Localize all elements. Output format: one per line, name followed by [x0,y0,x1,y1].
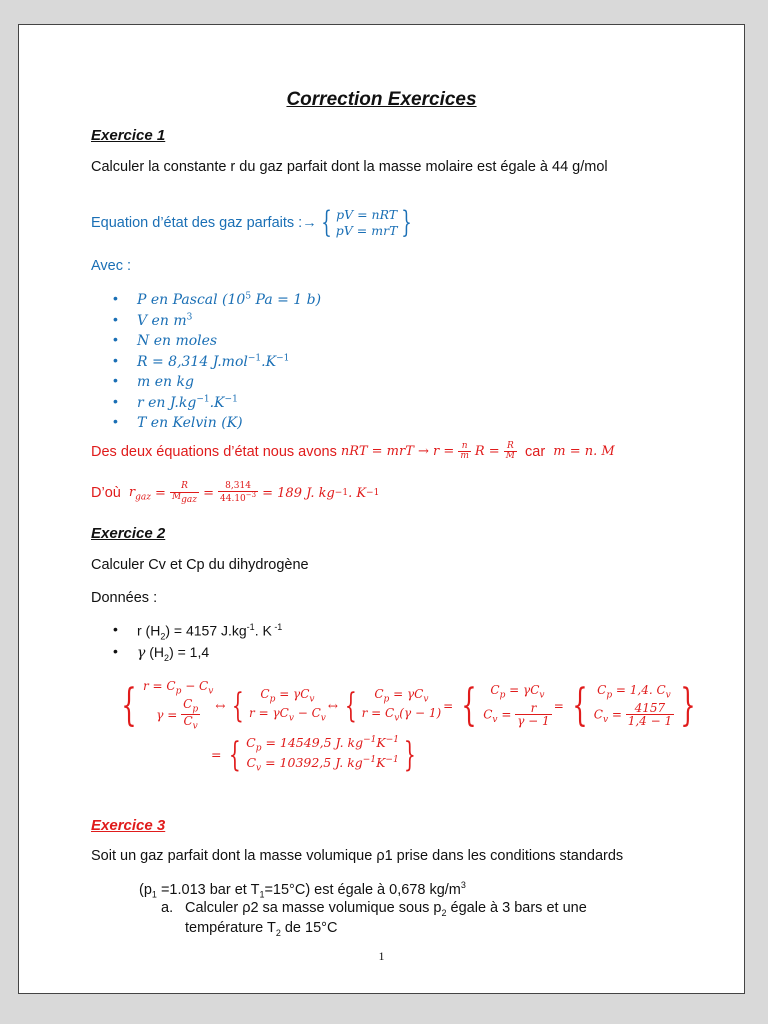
cv-cp-result: = { $C_p = 14549,5$ J. $kg^{-1}K^{-1}$ $C_v = 10392,5$ J. $kg^{-1}K^{-1}$ } [211,734,416,775]
exercise-2-question: Calculer Cv et Cp du dihydrogène [91,557,309,573]
cv-cp-derivation: { $r = C_p - C_v$ γ = $\frac{C_p}{C_v}$ ↔ { $C_p = \gamma C_v$ $r = \gamma C_v - C_v$ ↔ { $C_p = \gamma C_v$ $r = C_v(\gamma - 1)$ = { $C_p = \gamma C_v$ $C_v$ = $\frac{r}{\gamma - 1}$ = { $C_p = 1,4$. $C_v$ $C_v$ = $\frac{4157}{1,4 - 1}$ } [121,679,696,732]
list-item: • R = 8,314 $J.mol^{-1}.K^{-1}$ [113,351,290,370]
standard-conditions: ($p_1 =1.013$ bar et $T_1=15^\circ C$) est égale à 0,678 $kg/m^3$ [139,880,466,900]
exercise-3-heading: Exercice 3 [91,817,166,834]
list-item: • r en $J.kg^{-1}.K^{-1}$ [113,392,238,411]
page-number: 1 [378,949,385,963]
question-a-line2: température $T_2$ de 15°C [185,920,338,938]
list-item: • r $(H_2) = 4157$ $J.kg^{-1}$. K $^{-1}$ [113,621,283,642]
units-list [113,290,322,435]
exercise-3-question: Soit un gaz parfait dont la masse volumique ρ1 prise dans les conditions standards [91,848,624,864]
list-item: • γ $(H_2) = 1,4$ [113,643,210,663]
list-item: • V en $m^3$ [113,310,193,329]
r-gaz-result: D’où $r_{gaz}$ = $\frac{R}{M_{gaz}}$ = $\frac{8,314}{44.10^{-3}}$ = 189 J. kg −1 . K −1 [91,481,380,505]
avec-label: Avec : [91,258,132,274]
list-item: • m en kg [113,372,194,390]
question-a-label: a. [161,900,174,916]
equation-pv-nrt: pV = nRT [336,207,398,222]
equation-pv-mrt: pV = mrT [335,222,398,238]
page-title: Correction Exercices [286,89,477,110]
question-a-line1: Calculer ρ2 sa masse volumique sous $p_2$ égale à 3 bars et une [185,900,587,918]
list-item: • T en Kelvin (K) [113,413,243,431]
document-page [18,24,745,994]
deux-equations-line: Des deux équations d’état nous avons nRT = mrT → r = $\frac{n}{m}$ R = $\frac{R}{M}$ car m = n. M [91,441,615,462]
list-item: • P en Pascal ($10^5$ Pa = 1 b) [113,290,322,308]
equation-line: Equation d’état des gaz parfaits :→ { pV = nRT pV = mrT } [91,204,413,240]
exercise-2-heading: Exercice 2 [91,525,166,542]
list-item: • N en moles [113,331,218,349]
equation-intro: Equation d’état des gaz parfaits :→ [91,214,317,231]
exercise-1-question: Calculer la constante r du gaz parfait dont la masse molaire est égale à 44 g/mol [91,159,608,175]
donnees-label: Données : [91,590,158,606]
exercise-1-heading: Exercice 1 [91,127,166,144]
data-list [113,621,283,666]
